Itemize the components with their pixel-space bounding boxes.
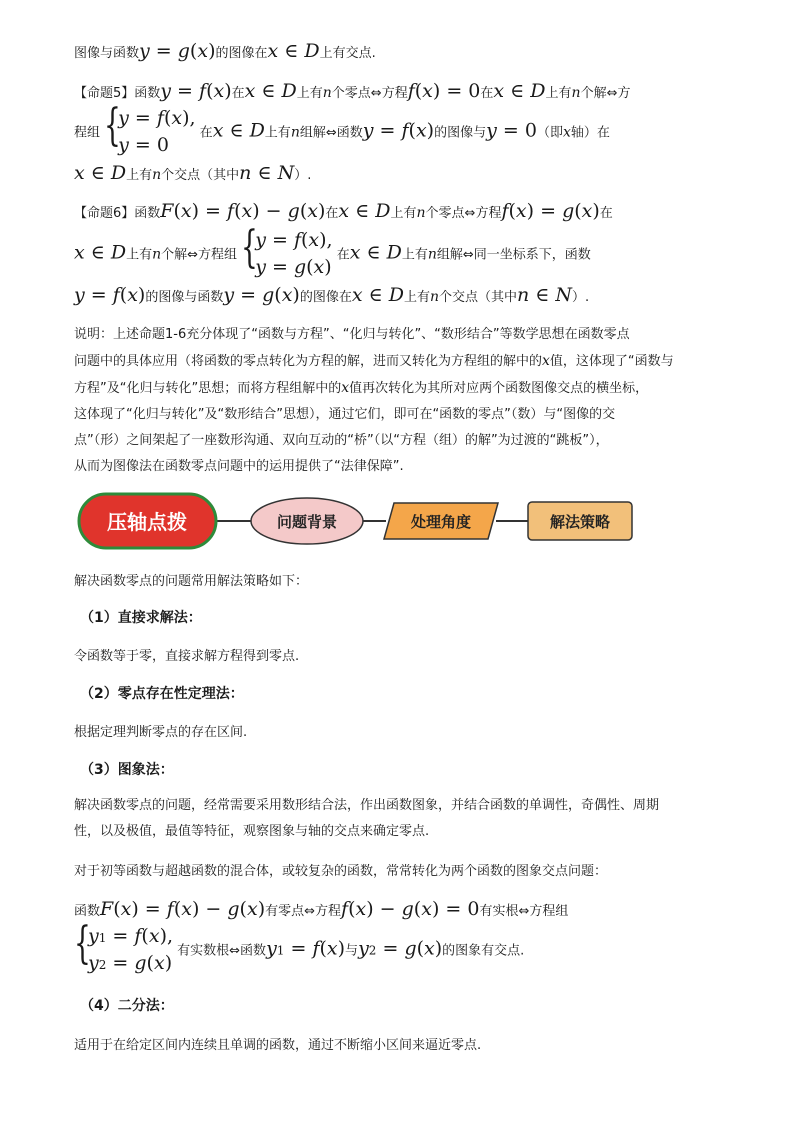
formula-line2: { y1 = f(x), y2 = g(x) 有实数根⇔函数y1 = f(x)与y2 = g(x)的图象有交点. bbox=[74, 924, 524, 978]
intro-text: 解决函数零点的问题常用解法策略如下： bbox=[74, 574, 309, 589]
text-graph-method: 解决函数零点的问题，经常需要采用数形结合法，作出函数图象，并结合函数的单调性，奇偶性、周期 性，以及极值，最值等特征，观察图象与轴的交点来确定零点. bbox=[74, 798, 660, 839]
banner-label-2: 问题背景 bbox=[276, 513, 338, 531]
math: y bbox=[139, 40, 150, 62]
proposition-6-line2: x ∈ D上有n个解⇔方程组 { y = f(x), y = g(x) 在x ∈ D上有n组解⇔同一坐标系下，函数 bbox=[74, 228, 591, 282]
banner-label-4: 解法策略 bbox=[549, 513, 611, 531]
proposition-5-line2: 程组 { y = f(x), y = 0 在x ∈ D上有n组解⇔函数y = f(x)的图像与y = 0（即x轴）在 bbox=[74, 106, 610, 160]
equation-system: { y = f(x), y = g(x) bbox=[241, 222, 333, 278]
proposition-5-line1: 【命题5】函数y = f(x)在x ∈ D上有n个零点⇔方程f(x) = 0在x ∈ D上有n个解⇔方 bbox=[74, 80, 631, 102]
text-direct-solve: 令函数等于零，直接求解方程得到零点. bbox=[74, 649, 300, 664]
text-mixed-functions: 对于初等函数与超越函数的混合体，或较复杂的函数，常常转化为两个函数的图象交点问题： bbox=[74, 864, 608, 879]
heading-existence-theorem: （2）零点存在性定理法： bbox=[80, 686, 244, 702]
equation-system: { y = f(x), y = 0 bbox=[104, 100, 196, 156]
section-banner bbox=[76, 490, 636, 552]
heading-bisection: （4）二分法： bbox=[80, 998, 174, 1014]
equation-system: { y1 = f(x), y2 = g(x) bbox=[74, 918, 174, 974]
text-line: 图像与函数y = g(x)的图像在x ∈ D上有交点. bbox=[74, 40, 376, 62]
banner-label-3: 处理角度 bbox=[410, 513, 472, 531]
proposition-5-line3: x ∈ D上有n个交点（其中n ∈ N）. bbox=[74, 162, 312, 184]
proposition-6-line3: y = f(x)的图像与函数y = g(x)的图像在x ∈ D上有n个交点（其中n ∈ N）. bbox=[74, 284, 590, 306]
banner-label-1: 压轴点拨 bbox=[107, 510, 187, 534]
heading-graph-method: （3）图象法： bbox=[80, 762, 174, 778]
formula-line1: 函数F(x) = f(x) − g(x)有零点⇔方程f(x) − g(x) = 0有实根⇔方程组 bbox=[74, 898, 569, 920]
heading-direct-solve: （1）直接求解法： bbox=[80, 610, 202, 626]
proposition-6-line1: 【命题6】函数F(x) = f(x) − g(x)在x ∈ D上有n个零点⇔方程f(x) = g(x)在 bbox=[74, 200, 613, 222]
note-paragraph: 说明：上述命题1-6充分体现了“函数与方程”、“化归与转化”、“数形结合”等数学思想在函数零点 问题中的具体应用（将函数的零点转化为方程的解，进而又转化为方程组的解中的x值，这体现了“函数与 方程”及“化归与转化”思想；而将方程组解中的x值再次转化为其所对应两个函数图像交点的横坐标， 这体现了“化归与转化”及“数形结合”思想），通过它们，即可在“函数的零点”（数）与“图像的交 点”（形）之间架起了一座数形沟通、双向互动的“桥”（以“方程（组）的解”为过渡的“跳板”）， 从而为图像法在函数零点问题中的运用提供了“法律保障”. bbox=[74, 327, 674, 474]
text-existence-theorem: 根据定理判断零点的存在区间. bbox=[74, 725, 248, 740]
text-bisection: 适用于在给定区间内连续且单调的函数，通过不断缩小区间来逼近零点. bbox=[74, 1038, 482, 1053]
